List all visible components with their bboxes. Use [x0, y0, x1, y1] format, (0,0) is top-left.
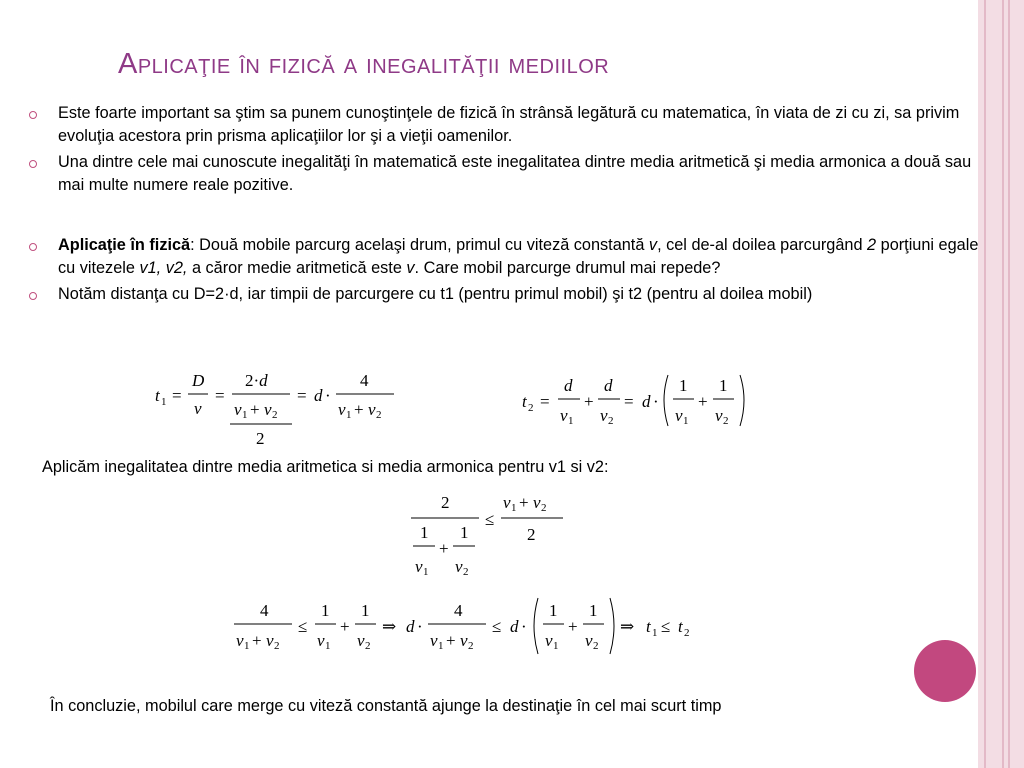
decorative-line [1002, 0, 1004, 768]
svg-text:=: = [215, 386, 225, 405]
svg-text:≤: ≤ [485, 510, 495, 529]
svg-text:d: d [314, 386, 323, 405]
bullet-item [34, 151, 984, 196]
svg-text:1: 1 [361, 601, 370, 620]
svg-text:v: v [415, 557, 423, 576]
svg-text:≤: ≤ [661, 617, 671, 636]
svg-text:v: v [455, 557, 463, 576]
svg-text:v: v [234, 400, 242, 419]
svg-text:·: · [521, 617, 527, 636]
svg-text:2: 2 [274, 640, 280, 652]
bullet-italic: v [648, 236, 658, 254]
svg-text:2·d: 2·d [245, 371, 268, 390]
svg-text:+: + [519, 493, 529, 512]
formula-hm-am [405, 488, 575, 580]
svg-text:2: 2 [376, 409, 382, 421]
svg-text:v: v [317, 631, 325, 650]
svg-text:1: 1 [423, 566, 429, 578]
formula-t2 [518, 370, 758, 432]
bullet-italic: v [406, 258, 415, 277]
bullet-text: Este foarte important sa ştim sa punem cunoştinţele de fizică în strânsă legătură cu matematica, în viata de zi cu zi, sa privim evoluţia acestora prin prisma aplicaţiilor lor şi a vieţii oamenilor. [58, 104, 960, 145]
svg-text:+: + [354, 400, 364, 419]
svg-text:2: 2 [541, 502, 547, 514]
svg-text:+: + [439, 539, 449, 558]
svg-text:v: v [503, 493, 511, 512]
svg-text:v: v [368, 400, 376, 419]
svg-text:+: + [446, 631, 456, 650]
svg-text:v: v [266, 631, 274, 650]
svg-text:d: d [604, 376, 613, 395]
svg-text:1: 1 [460, 523, 469, 542]
svg-text:·: · [653, 392, 659, 411]
svg-text:1: 1 [242, 409, 248, 421]
svg-text:d: d [406, 617, 415, 636]
svg-text:1: 1 [321, 601, 330, 620]
svg-text:2: 2 [608, 415, 614, 427]
svg-text:D: D [192, 371, 205, 390]
svg-text:2: 2 [272, 409, 278, 421]
svg-text:·: · [325, 386, 331, 405]
svg-text:1: 1 [589, 601, 598, 620]
bullet-text: : Două mobile parcurg acelaşi drum, primul cu viteză constantă [190, 236, 649, 254]
svg-text:2: 2 [528, 402, 534, 414]
svg-text:1: 1 [161, 396, 167, 408]
svg-text:·: · [417, 617, 423, 636]
svg-text:=: = [172, 386, 182, 405]
slide-content [34, 102, 984, 310]
svg-text:4: 4 [454, 601, 463, 620]
svg-text:+: + [250, 400, 260, 419]
svg-text:1: 1 [420, 523, 429, 542]
svg-text:+: + [252, 631, 262, 650]
svg-text:v: v [236, 631, 244, 650]
svg-text:2: 2 [684, 627, 690, 639]
svg-text:1: 1 [683, 415, 689, 427]
bullet-item [34, 234, 984, 279]
svg-text:=: = [297, 386, 307, 405]
bullet-text: . Care mobil parcurge drumul mai repede? [414, 258, 721, 277]
svg-text:v: v [357, 631, 365, 650]
svg-text:2: 2 [365, 640, 371, 652]
bullet-italic: v1, v2, [139, 258, 188, 277]
svg-text:t: t [155, 386, 160, 405]
svg-text:v: v [430, 631, 438, 650]
svg-text:1: 1 [511, 502, 517, 514]
svg-text:4: 4 [260, 601, 269, 620]
svg-text:t: t [678, 617, 683, 636]
bullet-item [34, 102, 984, 147]
svg-text:=: = [624, 392, 634, 411]
svg-text:1: 1 [325, 640, 331, 652]
bullet-text: , cel de-al doilea parcurgând [657, 236, 868, 254]
svg-text:≤: ≤ [492, 617, 502, 636]
svg-text:d: d [564, 376, 573, 395]
bullet-icon [29, 160, 37, 168]
bullet-bold-label: Aplicaţie în fizică [58, 236, 191, 254]
svg-text:d: d [642, 392, 651, 411]
apply-text: Aplicăm inegalitatea dintre media aritmetica si media armonica pentru v1 si v2: [42, 458, 609, 476]
svg-text:1: 1 [346, 409, 352, 421]
svg-text:v: v [533, 493, 541, 512]
svg-text:1: 1 [652, 627, 658, 639]
svg-text:≤: ≤ [298, 617, 308, 636]
svg-text:=: = [540, 392, 550, 411]
svg-text:v: v [338, 400, 346, 419]
svg-text:v: v [264, 400, 272, 419]
svg-text:1: 1 [679, 376, 688, 395]
svg-text:2: 2 [463, 566, 469, 578]
svg-text:d: d [510, 617, 519, 636]
svg-text:2: 2 [468, 640, 474, 652]
svg-text:+: + [698, 392, 708, 411]
svg-text:v: v [600, 406, 608, 425]
slide-title: Aplicaţie în fizică a inegalităţii mediilor [118, 48, 610, 80]
svg-text:v: v [675, 406, 683, 425]
bullet-icon [29, 111, 37, 119]
svg-text:+: + [568, 617, 578, 636]
svg-text:4: 4 [360, 371, 369, 390]
svg-text:⇒: ⇒ [620, 617, 635, 636]
svg-text:2: 2 [256, 429, 265, 448]
svg-text:v: v [460, 631, 468, 650]
svg-text:1: 1 [568, 415, 574, 427]
formula-t1 [150, 366, 410, 456]
svg-text:t: t [646, 617, 651, 636]
bullet-item [34, 283, 984, 306]
bullet-text: Una dintre cele mai cunoscute inegalităţi în matematică este inegalitatea dintre media aritmetică şi media armonica a două sau mai multe numere reale pozitive. [58, 153, 972, 194]
bullet-text: Notăm distanţa cu D=2·d, iar timpii de parcurgere cu t1 (pentru primul mobil) şi t2 (pentru al doilea mobil) [58, 285, 813, 303]
svg-text:v: v [585, 631, 593, 650]
bullet-text: porţiuni egale cu vitezele [58, 236, 979, 277]
svg-text:2: 2 [527, 525, 536, 544]
svg-text:1: 1 [438, 640, 444, 652]
svg-text:1: 1 [549, 601, 558, 620]
svg-text:v: v [194, 399, 202, 418]
svg-text:+: + [584, 392, 594, 411]
svg-text:2: 2 [723, 415, 729, 427]
bullet-icon [29, 292, 37, 300]
decorative-line [984, 0, 986, 768]
svg-text:+: + [340, 617, 350, 636]
decorative-circle [914, 640, 976, 702]
bullet-italic: 2 [867, 236, 877, 254]
conclusion-text: În concluzie, mobilul care merge cu viteză constantă ajunge la destinaţie în cel mai scurt timp [50, 697, 722, 715]
svg-text:1: 1 [244, 640, 250, 652]
svg-text:2: 2 [441, 493, 450, 512]
svg-text:⇒: ⇒ [382, 617, 397, 636]
svg-text:v: v [545, 631, 553, 650]
svg-text:v: v [715, 406, 723, 425]
formula-conclusion-chain [228, 592, 708, 658]
svg-text:2: 2 [593, 640, 599, 652]
svg-text:v: v [560, 406, 568, 425]
svg-text:t: t [522, 392, 527, 411]
bullet-text: a căror medie aritmetică este [187, 258, 407, 277]
decorative-line [1008, 0, 1010, 768]
svg-text:1: 1 [719, 376, 728, 395]
svg-text:1: 1 [553, 640, 559, 652]
bullet-icon [29, 243, 37, 251]
